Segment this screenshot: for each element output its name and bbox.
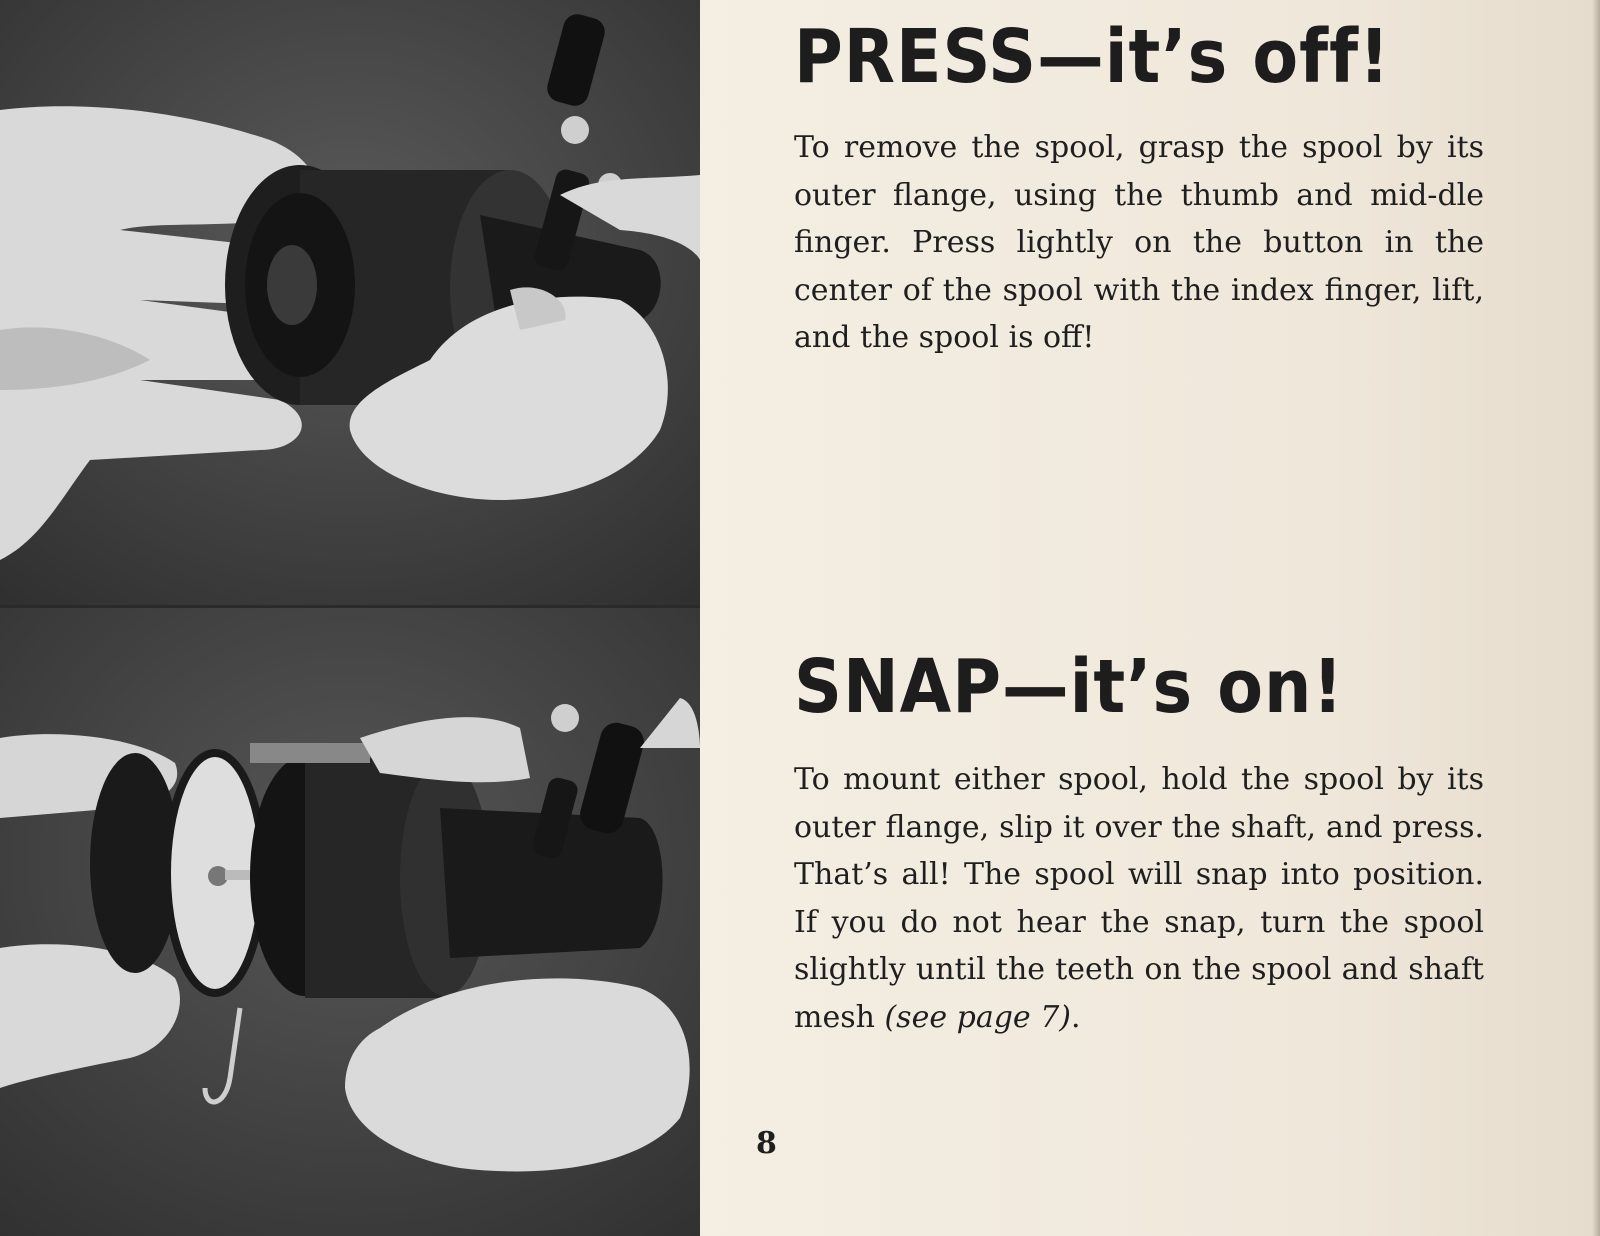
snap-heading: SNAP—it’s on! [794,644,1344,730]
reel-spool-mounting-photo [0,608,700,1236]
spool-removal-illustration [0,0,700,608]
press-instructions: To remove the spool, grasp the spool by its outer flange, using the thumb and mid-dle finger. Press lightly on the button in the center of the spool with the index finger, lift, and the spool is off! [794,130,1484,355]
snap-instructions [794,756,1484,1041]
page-number: 8 [756,1126,777,1161]
reel-spool-removal-photo [0,0,700,608]
snap-instructions-text: To mount either spool, hold the spool by its outer flange, slip it over the shaft, and press. That’s all! The spool will snap into position. If you do not hear the snap, turn the spool slightly until the teeth on the spool and shaft mesh [794,762,1484,1035]
snap-instructions-end: . [1071,999,1081,1035]
spool-mounting-illustration [0,608,700,1236]
press-heading: PRESS—it’s off! [794,14,1391,100]
text-page [700,0,1600,1236]
page-reference-number: 7) [1030,999,1071,1035]
page-reference [884,1000,1071,1035]
page-reference-text: (see page [884,999,1031,1035]
page-spine-shadow [1592,0,1600,1236]
photo-column [0,0,700,1236]
